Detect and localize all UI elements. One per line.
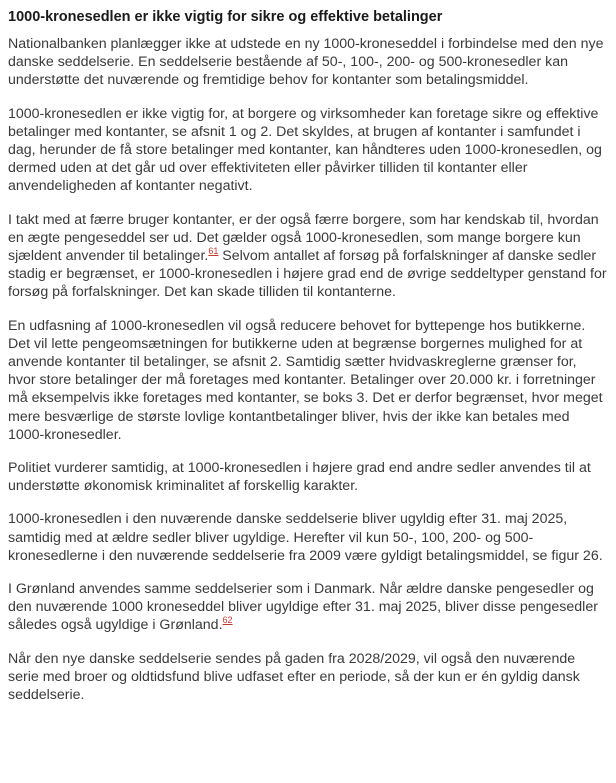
paragraph-3 bbox=[8, 211, 608, 302]
paragraph-4: En udfasning af 1000-kronesedlen vil også reducere behovet for byttepenge hos butikkerne. Det vil lette pengeomsætningen for butikkerne uden at begrænse borgernes mulighed for at anvende kontanter til betalinger, se afsnit 2. Samtidig sætter hvidvaskreglerne grænser for, hvor store betalinger der må foretages med kontanter. Betalinger over 20.000 kr. i forretninger må eksempelvis ikke foretages med kontanter, se boks 3. Det er derfor begrænset, hvor meget mere besværlige de største lovlige kontantbetalinger bliver, hvis der ikke kan betales med 1000-kronesedler. bbox=[8, 317, 603, 443]
paragraph-7-text: I Grønland anvendes samme seddelserier som i Danmark. Når ældre danske pengesedler og den nuværende 1000 kroneseddel bliver ugyldige efter 31. maj 2025, bliver disse pengesedler således også ugyldige i Grønland. bbox=[8, 581, 598, 634]
paragraph-5: Politiet vurderer samtidig, at 1000-kronesedlen i højere grad end andre sedler anvendes til at understøtte økonomisk kriminalitet af forskellig karakter. bbox=[8, 460, 591, 495]
paragraph-3-text-b: Selvom antallet af forsøg på forfalskninger af danske sedler stadig er begrænset, er 1000-kronesedlen i højere grad end de øvrige seddeltyper genstand for forsøg på forfalskninger. Det kan skade tilliden til kontanterne. bbox=[8, 248, 607, 301]
paragraph-8: Når den nye danske seddelserie sendes på gaden fra 2028/2029, vil også den nuværende serie med broer og oldtidsfund blive udfaset efter en periode, så der kun er én gyldig dansk seddelserie. bbox=[8, 650, 580, 704]
paragraph-2: 1000-kronesedlen er ikke vigtig for, at borgere og virksomheder kan foretage sikre og effektive betalinger med kontanter, se afsnit 1 og 2. Det skyldes, at brugen af kontanter i samfundet i dag, herunder de få store betalinger med kontanter, kan håndteres uden 1000-kronesedlen, og dermed uden at det går ud over effektiviteten eller påvirker tilliden til kontanter eller anvendeligheden af kontanter negativt. bbox=[8, 105, 602, 195]
section-heading: 1000-kronesedlen er ikke vigtig for sikre og effektive betalinger bbox=[8, 9, 443, 25]
paragraph-3-text-a: I takt med at færre bruger kontanter, er der også færre borgere, som har kendskab til, hvordan en ægte pengeseddel ser ud. Det gælder også 1000-kronesedlen, som mange borgere kun sjældent anvender til betalinger. bbox=[8, 211, 599, 265]
paragraph-6: 1000-kronesedlen i den nuværende danske seddelserie bliver ugyldig efter 31. maj 2025, samtidig med at ældre sedler bliver ugyldige. Herefter vil kun 50-, 100, 200- og 500-kronesedlerne i den nuværende seddelserie fra 2009 være gyldigt betalingsmiddel, se figur 26. bbox=[8, 511, 603, 564]
paragraph-7 bbox=[8, 580, 608, 635]
footnote-link-62[interactable]: 62 bbox=[222, 615, 233, 626]
paragraph-1: Nationalbanken planlægger ikke at udstede en ny 1000-kroneseddel i forbindelse med den nye danske seddelserie. En seddelserie bestående af 50-, 100-, 200- og 500-kronesedler kan understøtte det nuværende og fremtidige behov for kontanter som betalingsmiddel. bbox=[8, 36, 604, 89]
footnote-link-61[interactable]: 61 bbox=[208, 246, 219, 257]
